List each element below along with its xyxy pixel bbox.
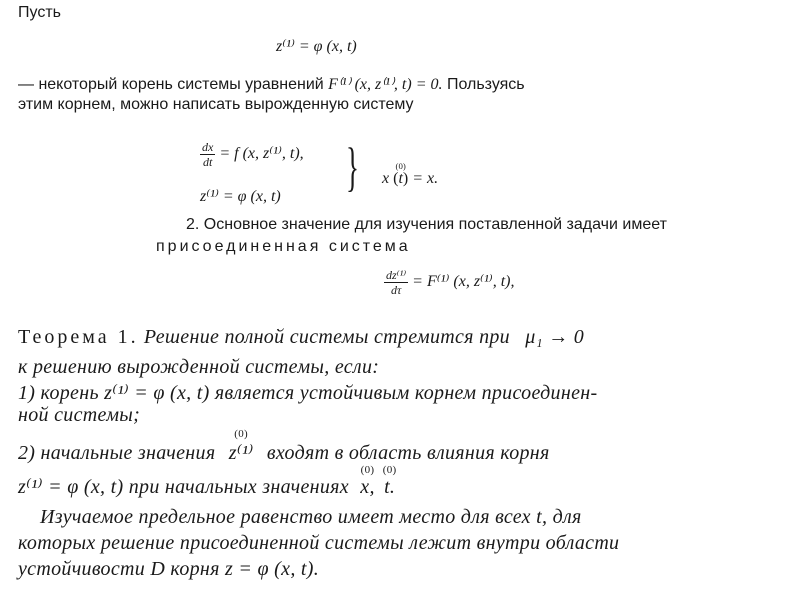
fraction-num: dx	[202, 140, 214, 154]
paragraph-root-line2: этим корнем, можно написать вырожденную систему	[18, 96, 414, 113]
root-line1-tail: Пользуясь	[446, 76, 525, 93]
ring-mark: (0)	[234, 428, 249, 441]
theorem-line2	[18, 356, 379, 379]
section2-line1: 2. Основное значение для изучения поставленной задачи имеет	[186, 216, 667, 233]
theorem-line1	[18, 326, 584, 349]
final-text2: которых решение присоединенной системы лежит внутри области	[18, 532, 620, 554]
fraction-dxdt	[200, 140, 215, 169]
initial-condition	[382, 160, 439, 188]
initial-t-ring: (0) (t)	[393, 160, 409, 187]
condition2-text1b: входят в область влияния корня	[266, 442, 550, 464]
section2-line2: присоединенная система	[156, 238, 411, 255]
root-line1-text: — некоторый корень системы уравнений	[18, 76, 324, 93]
paragraph-root-line1	[18, 74, 525, 94]
equation-root	[276, 36, 357, 56]
initial-x: x	[382, 170, 390, 187]
degenerate-eq2-text: z⁽¹⁾ = φ (x, t)	[200, 188, 281, 205]
theorem-mu: μ₁ → 0	[525, 326, 585, 348]
final-line3	[18, 558, 319, 581]
equation-F: F⁽¹⁾ (x, z⁽¹⁾, t) = 0.	[328, 76, 443, 93]
right-brace-icon: }	[346, 137, 359, 197]
equation-root-text: z⁽¹⁾ = φ (x, t)	[276, 38, 357, 55]
theorem-text1: Решение полной системы стремится при	[143, 326, 510, 348]
condition1-text2: ной системы;	[18, 404, 141, 426]
condition2-t: t.	[384, 476, 396, 498]
theorem-text2: к решению вырожденной системы, если:	[18, 356, 380, 378]
final-text3: устойчивости D корня z = φ (x, t).	[18, 558, 320, 580]
ring-mark: (0)	[382, 464, 397, 477]
condition1-line2	[18, 404, 140, 427]
initial-rhs: = x.	[412, 170, 439, 187]
final-line1	[40, 506, 582, 529]
initial-t: t	[398, 170, 403, 187]
degenerate-eq1	[200, 140, 304, 169]
condition2-text1a: 2) начальные значения	[18, 442, 216, 464]
degenerate-eq2	[200, 186, 281, 206]
ring-mark: (0)	[360, 464, 375, 477]
condition2-t-ring	[382, 464, 397, 499]
condition2-x-ring	[360, 464, 375, 499]
theorem-title: Теорема 1.	[18, 326, 139, 348]
fraction-den: dτ	[390, 283, 402, 297]
final-text1: Изучаемое предельное равенство имеет место для всех t, для	[40, 506, 582, 528]
paragraph-intro: Пусть	[18, 4, 61, 21]
adjoined-rhs: = F⁽¹⁾ (x, z⁽¹⁾, t),	[412, 273, 515, 291]
final-line2	[18, 532, 619, 555]
fraction-num: dz⁽¹⁾	[386, 268, 407, 282]
degenerate-eq1-rhs: = f (x, z⁽¹⁾, t),	[219, 145, 304, 163]
condition1-text1: 1) корень z⁽¹⁾ = φ (x, t) является устойчивым корнем присоединен-	[18, 382, 598, 404]
condition2-z-ring	[228, 428, 254, 465]
condition2-x: x,	[360, 476, 375, 498]
condition2-line2	[18, 464, 397, 499]
condition1-line1	[18, 380, 597, 405]
fraction-dzdtau	[384, 268, 408, 297]
adjoined-equation	[384, 268, 514, 297]
condition2-text2a: z⁽¹⁾ = φ (x, t) при начальных значениях	[18, 476, 349, 498]
condition2-z: z⁽¹⁾	[228, 442, 254, 464]
condition2-line1	[18, 428, 550, 465]
fraction-den: dt	[202, 155, 213, 169]
ring-mark: (0)	[395, 160, 406, 171]
